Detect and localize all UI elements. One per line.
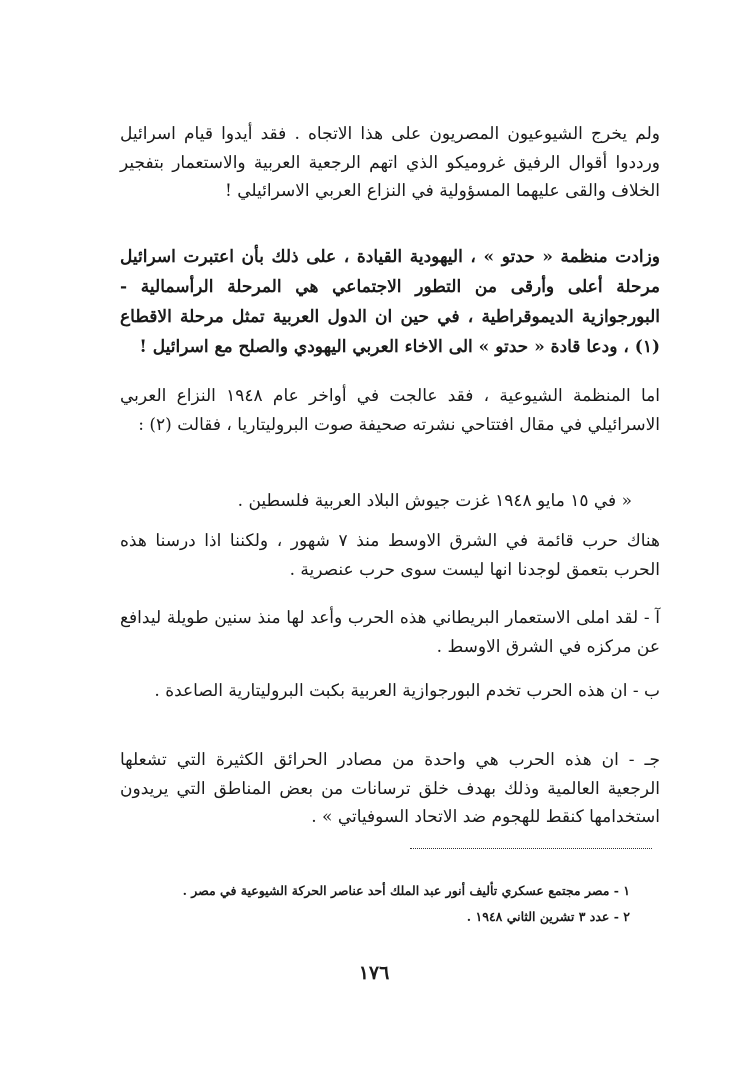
- paragraph-war-seven-months: هناك حرب قائمة في الشرق الاوسط منذ ٧ شهور ، ولكننا اذا درسنا هذه الحرب بتعمق لوجدنا انها ليست سوى حرب عنصرية .: [120, 531, 661, 580]
- footnote-1: ١ - مصر مجتمع عسكري تأليف أنور عبد الملك أحد عناصر الحركة الشيوعية في مصر .: [182, 883, 630, 898]
- paragraph-point-a: آ - لقد املى الاستعمار البريطاني هذه الحرب وأعد لها منذ سنين طويلة ليدافع عن مركزه في الشرق الاوسط .: [120, 608, 660, 657]
- paragraph-point-c: جـ - ان هذه الحرب هي واحدة من مصادر الحرائق الكثيرة التي تشعلها الرجعية العالمية وذلك بهدف خلق ترسانات من بعض المناطق التي يريدون استخدامها كنقط للهجوم ضد الاتحاد السوفياتي » .: [120, 750, 660, 827]
- paragraph-egyptian-communists: ولم يخرج الشيوعيون المصريون على هذا الاتجاه . فقد أيدوا قيام اسرائيل ورددوا أقوال الرفيق غروميكو الذي اتهم الرجعية العربية والاستعمار بتفجير الخلاف والقى عليهما المسؤولية في النزاع العربي الاسرائيلي !: [120, 124, 660, 201]
- paragraph-point-b: ب - ان هذه الحرب تخدم البورجوازية العربية بكبت البروليتارية الصاعدة .: [154, 681, 660, 701]
- footnote-2: ٢ - عدد ٣ تشرين الثاني ١٩٤٨ .: [466, 909, 630, 924]
- quote-may-1948: « في ١٥ مايو ١٩٤٨ غزت جيوش البلاد العربية فلسطين .: [237, 491, 632, 511]
- page-number: ١٧٦: [358, 962, 390, 984]
- paragraph-communist-organization: اما المنظمة الشيوعية ، فقد عالجت في أواخر عام ١٩٤٨ النزاع العربي الاسرائيلي في مقال افتتاحي نشرته صحيفة صوت البروليتاريا ، فقالت (٢) :: [120, 386, 660, 435]
- paragraph-hadeto-position: وزادت منظمة « حدتو » ، اليهودية القيادة ، على ذلك بأن اعتبرت اسرائيل مرحلة أعلى وأرقى من التطور الاجتماعي هي المرحلة الرأسمالية - البورجوازية الديموقراطية ، في حين ان الدول العربية تمثل مرحلة الاقطاع (١) ، ودعا قادة « حدتو » الى الاخاء العربي اليهودي والصلح مع اسرائيل !: [120, 247, 660, 357]
- footnote-separator: [410, 848, 652, 849]
